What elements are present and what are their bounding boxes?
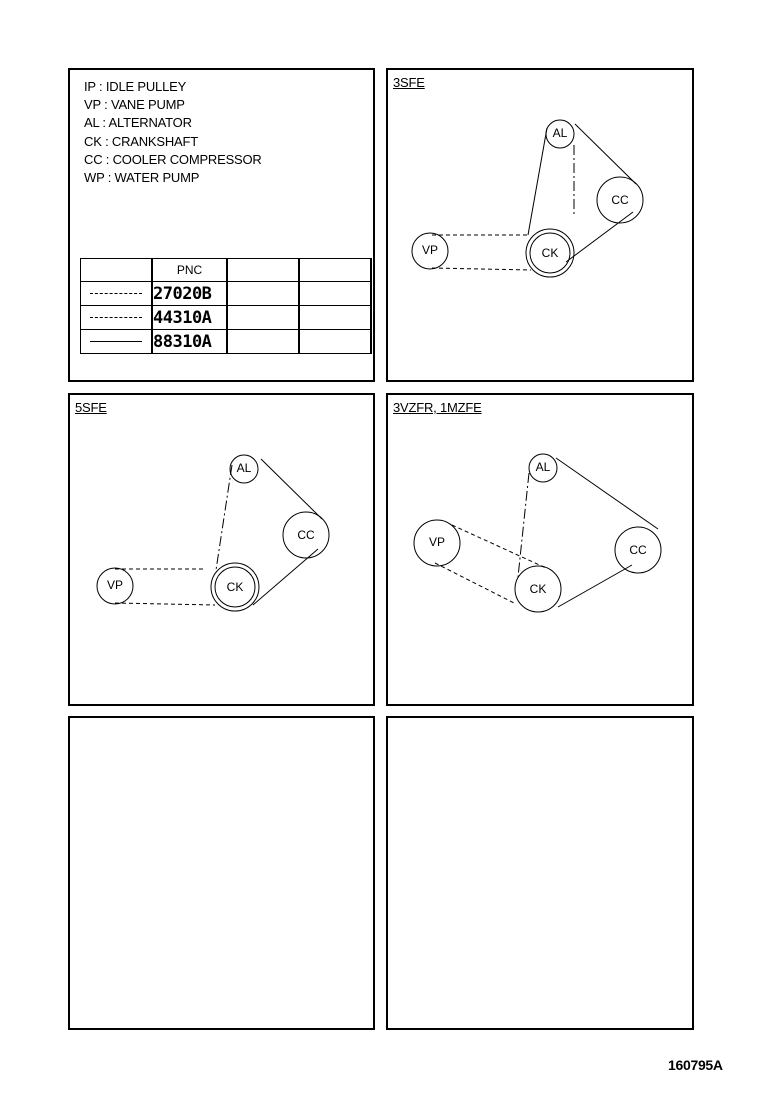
empty-panel — [68, 716, 375, 1030]
pnc-code[interactable]: 27020B — [152, 282, 227, 306]
pnc-code[interactable]: 88310A — [152, 330, 227, 354]
pulley-label: CK — [541, 246, 559, 261]
legend-panel — [68, 68, 375, 382]
pulley-label: CC — [629, 543, 647, 558]
abbreviation-item: AL : ALTERNATOR — [84, 115, 192, 131]
pulley-label: AL — [535, 460, 551, 475]
line-style-sample-solid — [81, 330, 153, 354]
pnc-column-header: PNC — [152, 259, 227, 282]
pulley-label: CC — [611, 193, 629, 208]
belt-routing-drawing — [388, 395, 692, 704]
pulley-label: CC — [297, 528, 315, 543]
abbreviation-item: VP : VANE PUMP — [84, 97, 185, 113]
line-style-sample-dashed — [81, 306, 153, 330]
abbreviation-list — [84, 78, 262, 187]
abbreviation-item: IP : IDLE PULLEY — [84, 79, 187, 94]
drawing-number: 160795A — [668, 1057, 723, 1073]
pnc-table — [80, 258, 372, 354]
pnc-header-row — [81, 259, 372, 282]
belt-routing-drawing — [388, 70, 692, 380]
line-style-sample-dash-dot — [81, 282, 153, 306]
abbreviation-item: WP : WATER PUMP — [84, 170, 200, 186]
engine-label: 3VZFR, 1MZFE — [393, 400, 482, 415]
pulley-label: CK — [529, 582, 547, 597]
belt-diagram-3vzfr-1mzfe — [386, 393, 694, 706]
pulley-label: VP — [428, 535, 446, 550]
belt-routing-drawing — [70, 395, 373, 704]
pulley-label: VP — [421, 243, 439, 258]
pnc-row — [81, 306, 372, 330]
pulley-label: VP — [106, 578, 124, 593]
empty-panel — [386, 716, 694, 1030]
pulley-label: CK — [226, 580, 244, 595]
abbreviation-item: CC : COOLER COMPRESSOR — [84, 151, 262, 167]
pnc-row — [81, 282, 372, 306]
pnc-code[interactable]: 44310A — [152, 306, 227, 330]
belt-diagram-5sfe — [68, 393, 375, 706]
pulley-label: AL — [236, 461, 252, 476]
pnc-row — [81, 330, 372, 354]
engine-label: 3SFE — [393, 75, 425, 90]
engine-label: 5SFE — [75, 400, 107, 415]
abbreviation-item: CK : CRANKSHAFT — [84, 133, 199, 149]
pulley-label: AL — [552, 126, 568, 141]
belt-diagram-3sfe — [386, 68, 694, 382]
